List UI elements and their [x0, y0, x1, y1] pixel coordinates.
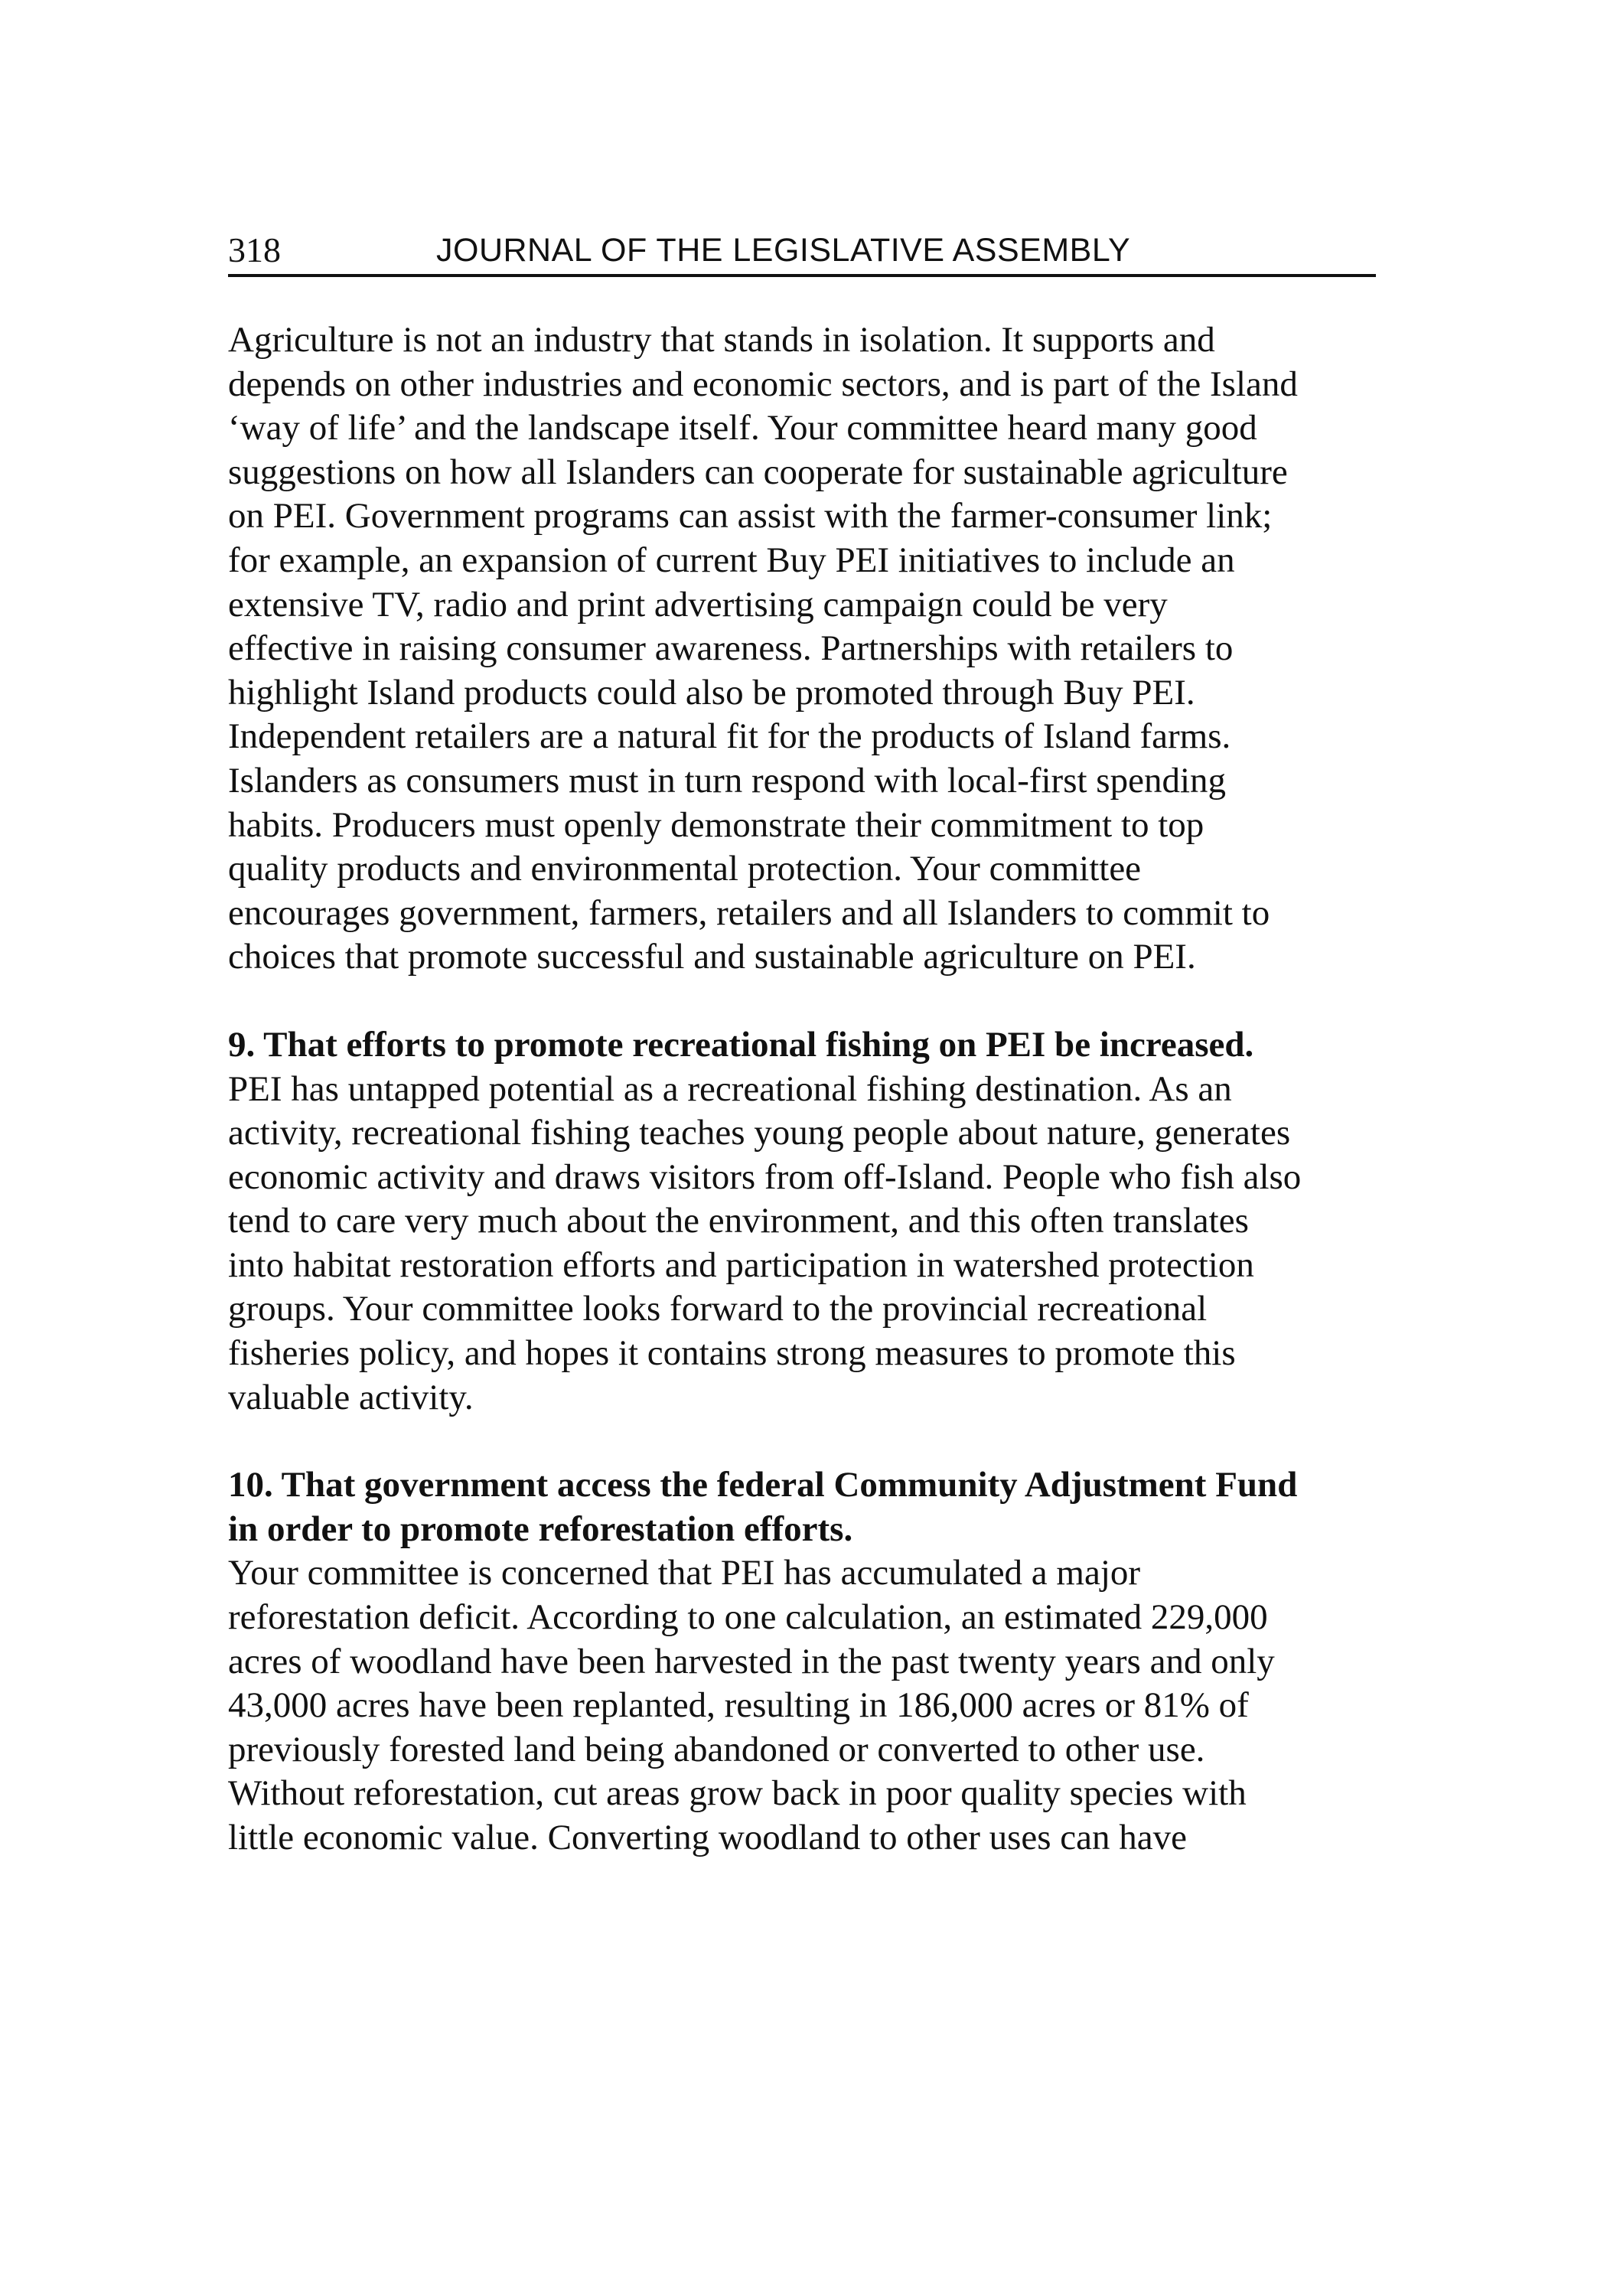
running-head: JOURNAL OF THE LEGISLATIVE ASSEMBLY — [436, 232, 1131, 269]
text-line: Without reforestation, cut areas grow back in poor quality species with — [228, 1773, 1247, 1814]
page-number: 318 — [228, 230, 281, 269]
section-9-heading: 9. That efforts to promote recreational fishing on PEI be increased. — [228, 1024, 1254, 1065]
text-line: into habitat restoration efforts and participation in watershed protection — [228, 1244, 1254, 1285]
text-line: previously forested land being abandoned or converted to other use. — [228, 1729, 1205, 1769]
text-line: activity, recreational fishing teaches young people about nature, generates — [228, 1113, 1291, 1153]
text-line: PEI has untapped potential as a recreational fishing destination. As an — [228, 1068, 1232, 1109]
body-text — [228, 318, 1376, 1904]
text-line: choices that promote successful and sustainable agriculture on PEI. — [228, 937, 1196, 977]
section-10-heading: in order to promote reforestation efforts. — [228, 1508, 853, 1549]
text-line: Agriculture is not an industry that stands in isolation. It supports and — [228, 320, 1215, 360]
agriculture-paragraph — [228, 318, 1376, 980]
text-line: fisheries policy, and hopes it contains strong measures to promote this — [228, 1333, 1236, 1374]
text-line: effective in raising consumer awareness. Partnerships with retailers to — [228, 628, 1234, 669]
section-9 — [228, 1023, 1376, 1420]
text-line: depends on other industries and economic sectors, and is part of the Island — [228, 364, 1298, 404]
text-line: encourages government, farmers, retailers and all Islanders to commit to — [228, 892, 1270, 933]
text-line: Independent retailers are a natural fit for the products of Island farms. — [228, 716, 1231, 757]
text-line: habits. Producers must openly demonstrate their commitment to top — [228, 804, 1204, 845]
text-line: valuable activity. — [228, 1377, 474, 1417]
text-line: highlight Island products could also be promoted through Buy PEI. — [228, 672, 1195, 713]
text-line: extensive TV, radio and print advertising campaign could be very — [228, 584, 1168, 625]
text-line: Islanders as consumers must in turn respond with local-first spending — [228, 760, 1227, 801]
text-line: suggestions on how all Islanders can cooperate for sustainable agriculture — [228, 452, 1288, 492]
text-line: tend to care very much about the environment, and this often translates — [228, 1201, 1249, 1241]
page-header — [228, 227, 1376, 277]
text-line: Your committee is concerned that PEI has accumulated a major — [228, 1553, 1141, 1593]
text-line: on PEI. Government programs can assist with the farmer-consumer link; — [228, 496, 1273, 536]
text-line: 43,000 acres have been replanted, resulting in 186,000 acres or 81% of — [228, 1685, 1249, 1726]
text-line: for example, an expansion of current Buy PEI initiatives to include an — [228, 540, 1235, 580]
text-line: acres of woodland have been harvested in the past twenty years and only — [228, 1641, 1275, 1681]
text-line: quality products and environmental protection. Your committee — [228, 849, 1142, 889]
text-line: groups. Your committee looks forward to the provincial recreational — [228, 1289, 1208, 1329]
section-10 — [228, 1463, 1376, 1860]
text-line: ‘way of life’ and the landscape itself. Your committee heard many good — [228, 408, 1257, 448]
section-10-heading: 10. That government access the federal Community Adjustment Fund — [228, 1465, 1298, 1505]
text-line: economic activity and draws visitors from off-Island. People who fish also — [228, 1156, 1302, 1197]
text-line: reforestation deficit. According to one calculation, an estimated 229,000 — [228, 1597, 1268, 1638]
text-line: little economic value. Converting woodland to other uses can have — [228, 1818, 1187, 1857]
